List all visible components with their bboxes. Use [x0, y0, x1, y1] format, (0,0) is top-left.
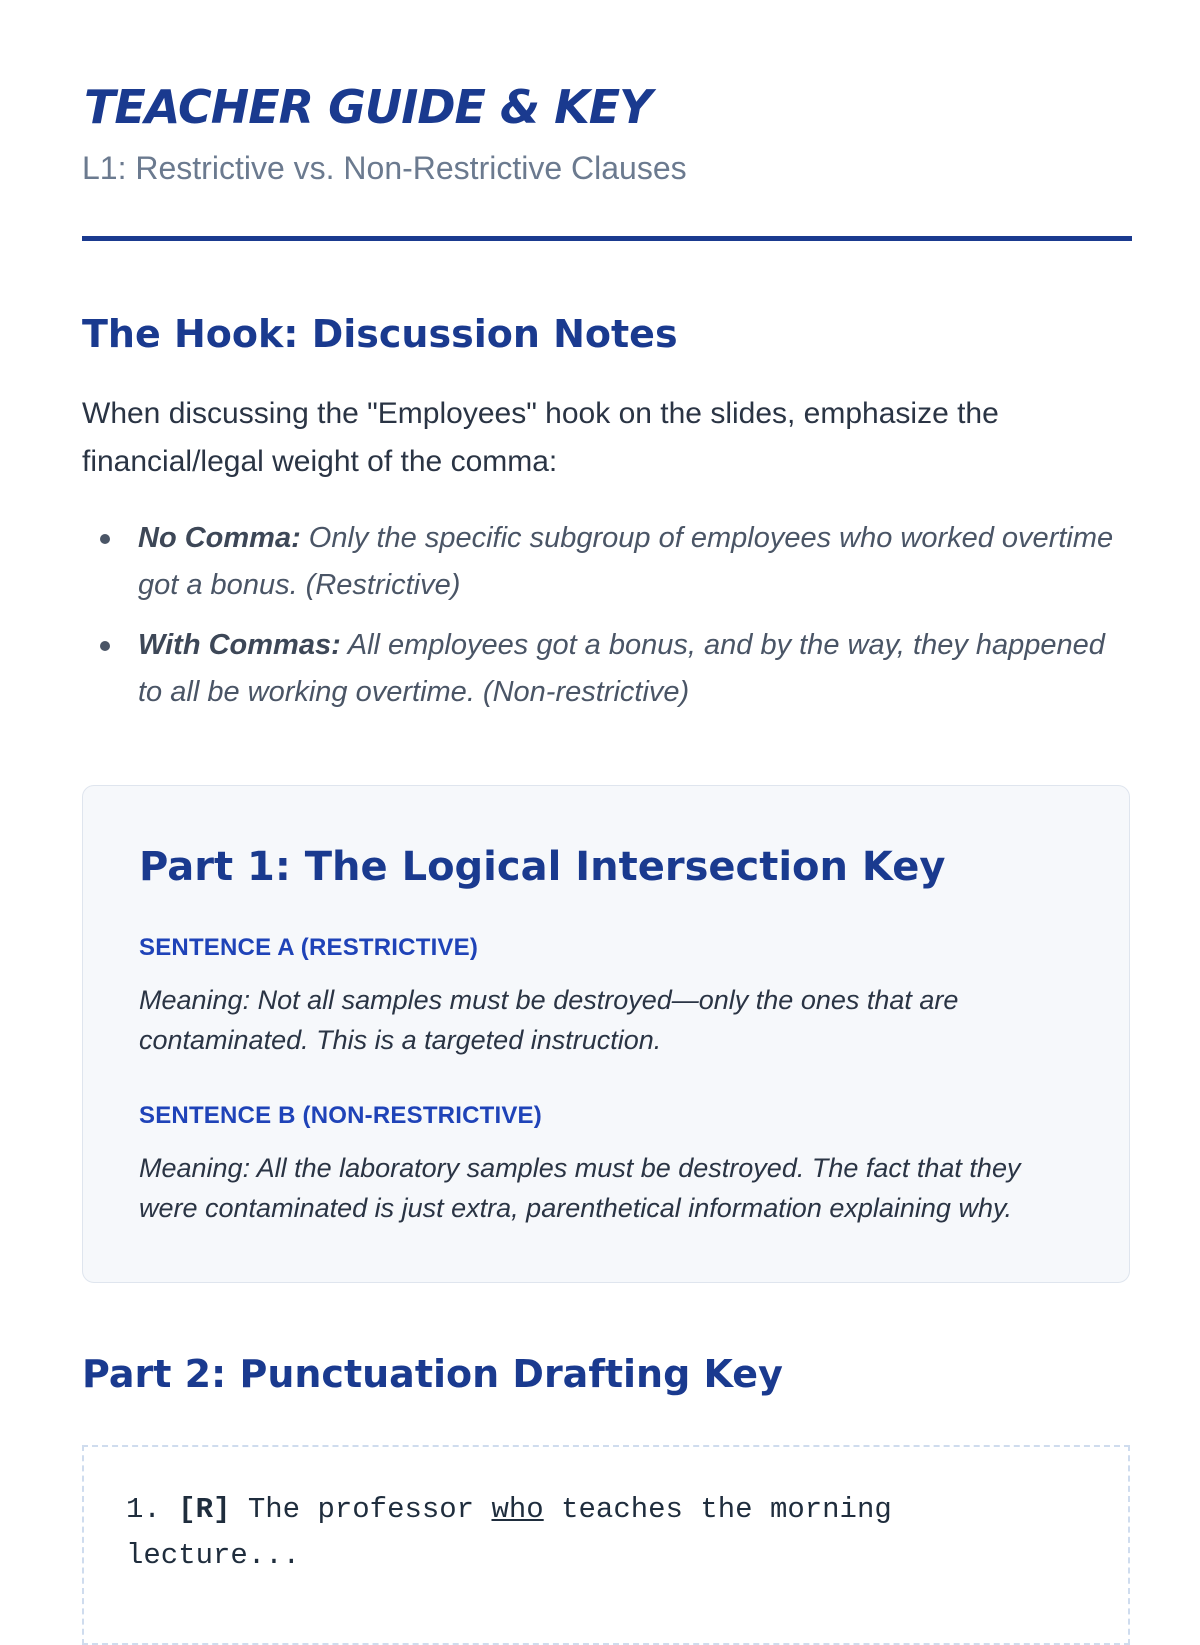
- bullet-dot-icon: [100, 641, 110, 651]
- part1-heading: Part 1: The Logical Intersection Key: [139, 844, 946, 890]
- sentence-b-meaning: Meaning: All the laboratory samples must be destroyed. The fact that they were contaminated is just extra, parenthetical information explaining why.: [139, 1153, 1021, 1223]
- bullet-text: Only the specific subgroup of employees who worked overtime got a bonus. (Restrictive): [138, 522, 1114, 601]
- item-underlined-word: who: [491, 1493, 544, 1526]
- part1-key-card: [82, 785, 1130, 1283]
- bullet-lead: No Comma:: [138, 522, 301, 554]
- sentence-b-label: SENTENCE B (NON-RESTRICTIVE): [139, 1102, 542, 1129]
- header-divider: [82, 236, 1132, 241]
- item-number: 1.: [126, 1493, 179, 1526]
- hook-bullet-with-commas: [82, 622, 1132, 716]
- page-title: TEACHER GUIDE & KEY: [84, 80, 652, 134]
- drafting-key-box: [82, 1445, 1130, 1645]
- drafting-item: [126, 1487, 986, 1579]
- bullet-text: All employees got a bonus, and by the way, they happened to all be working overtime. (Non-restrictive): [138, 629, 1105, 708]
- sentence-a-meaning: Meaning: Not all samples must be destroyed—only the ones that are contaminated. This is a targeted instruction.: [139, 985, 959, 1055]
- hook-heading: The Hook: Discussion Notes: [82, 312, 678, 356]
- hook-intro: When discussing the "Employees" hook on the slides, emphasize the financial/legal weight of the comma:: [82, 397, 999, 478]
- bullet-dot-icon: [100, 534, 110, 544]
- hook-bullet-list: [82, 515, 1132, 729]
- hook-bullet-no-comma: [82, 515, 1132, 609]
- part2-heading: Part 2: Punctuation Drafting Key: [82, 1352, 783, 1396]
- item-text-before: The professor: [230, 1493, 492, 1526]
- sentence-a-label: SENTENCE A (RESTRICTIVE): [139, 934, 479, 961]
- item-tag: [R]: [178, 1493, 231, 1526]
- bullet-lead: With Commas:: [138, 629, 341, 661]
- page-subtitle: L1: Restrictive vs. Non-Restrictive Clauses: [82, 150, 687, 186]
- item-text-after: teaches the morning lecture...: [126, 1493, 892, 1572]
